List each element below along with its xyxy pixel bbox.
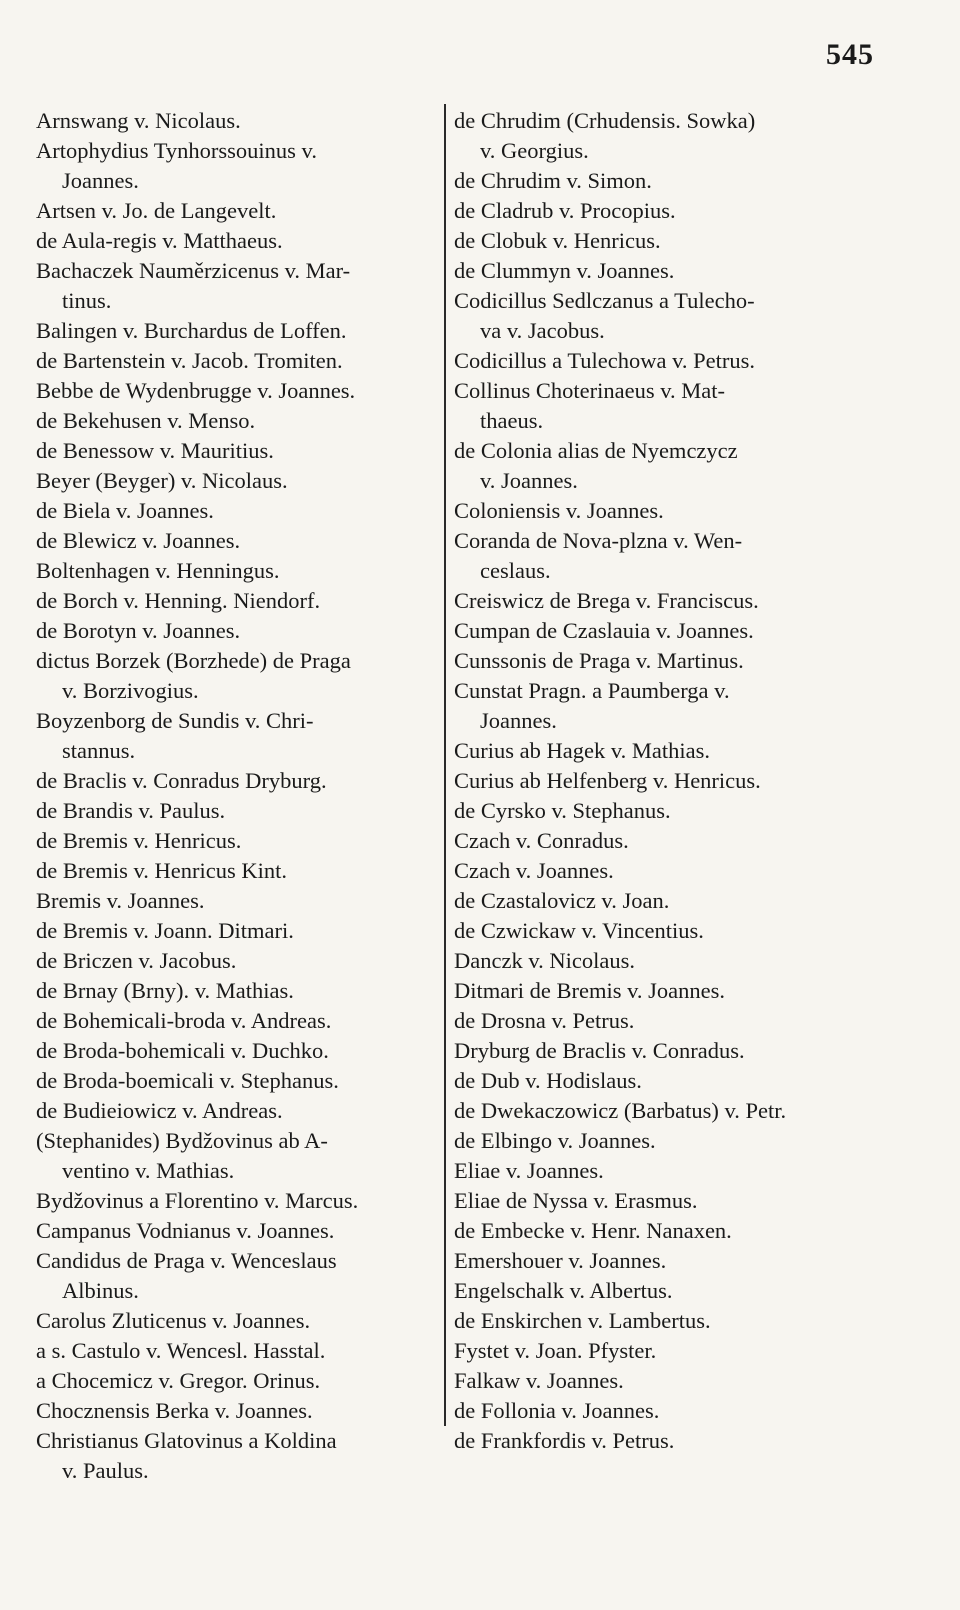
index-entry: de Czastalovicz v. Joan. [454, 888, 670, 913]
index-entry: Fystet v. Joan. Pfyster. [454, 1338, 657, 1363]
index-entry: thaeus. [480, 408, 544, 433]
index-entry: de Benessow v. Mauritius. [36, 438, 274, 463]
index-entry: Coranda de Nova-plzna v. Wen- [454, 528, 743, 553]
index-entry: va v. Jacobus. [480, 318, 605, 343]
index-entry: Boyzenborg de Sundis v. Chri- [36, 708, 314, 733]
index-entry: Beyer (Beyger) v. Nicolaus. [36, 468, 288, 493]
index-entry: de Colonia alias de Nyemczycz [454, 438, 738, 463]
index-entry: de Borch v. Henning. Niendorf. [36, 588, 321, 613]
index-entry: Joannes. [480, 708, 557, 733]
index-entry: de Dub v. Hodislaus. [454, 1068, 642, 1093]
index-entry: dictus Borzek (Borzhede) de Praga [36, 648, 351, 673]
index-entry: Czach v. Joannes. [454, 858, 614, 883]
index-entry: de Bremis v. Henricus. [36, 828, 242, 853]
index-entry: Codicillus Sedlczanus a Tulecho- [454, 288, 755, 313]
index-entry: v. Joannes. [480, 468, 578, 493]
index-entry: de Cyrsko v. Stephanus. [454, 798, 671, 823]
index-entry: de Aula-regis v. Matthaeus. [36, 228, 283, 253]
index-entry: Bremis v. Joannes. [36, 888, 205, 913]
index-entry: de Blewicz v. Joannes. [36, 528, 241, 553]
index-entry: de Clummyn v. Joannes. [454, 258, 675, 283]
index-entry: v. Georgius. [480, 138, 589, 163]
index-entry: (Stephanides) Bydžovinus ab A- [36, 1128, 328, 1153]
index-entry: Curius ab Hagek v. Mathias. [454, 738, 710, 763]
index-column-right [454, 106, 894, 1456]
index-entry: de Elbingo v. Joannes. [454, 1128, 656, 1153]
index-entry: v. Paulus. [62, 1458, 149, 1483]
index-column-left [36, 106, 436, 1486]
index-entry: Chocznensis Berka v. Joannes. [36, 1398, 313, 1423]
index-entry: Dryburg de Braclis v. Conradus. [454, 1038, 745, 1063]
index-entry: Bachaczek Nauměrzicenus v. Mar- [36, 258, 351, 283]
index-entry: tinus. [62, 288, 112, 313]
index-entry: de Brandis v. Paulus. [36, 798, 226, 823]
index-entry: de Bremis v. Henricus Kint. [36, 858, 287, 883]
index-entry: ventino v. Mathias. [62, 1158, 235, 1183]
page-number: 545 [826, 38, 874, 71]
index-entry: de Biela v. Joannes. [36, 498, 214, 523]
index-entry: de Embecke v. Henr. Nanaxen. [454, 1218, 732, 1243]
index-entry: Codicillus a Tulechowa v. Petrus. [454, 348, 756, 373]
index-entry: de Frankfordis v. Petrus. [454, 1428, 675, 1453]
index-entry: de Dwekaczowicz (Barbatus) v. Petr. [454, 1098, 787, 1123]
index-entry: de Cladrub v. Procopius. [454, 198, 676, 223]
index-entry: Artophydius Tynhorssouinus v. [36, 138, 317, 163]
index-entry: a s. Castulo v. Wencesl. Hasstal. [36, 1338, 326, 1363]
index-entry: de Enskirchen v. Lambertus. [454, 1308, 711, 1333]
index-entry: de Follonia v. Joannes. [454, 1398, 660, 1423]
index-entry: de Borotyn v. Joannes. [36, 618, 241, 643]
index-entry: Ditmari de Bremis v. Joannes. [454, 978, 725, 1003]
column-divider [444, 104, 446, 1426]
index-entry: Arnswang v. Nicolaus. [36, 108, 241, 133]
index-entry: Cumpan de Czaslauia v. Joannes. [454, 618, 754, 643]
index-entry: de Chrudim v. Simon. [454, 168, 652, 193]
index-entry: de Braclis v. Conradus Dryburg. [36, 768, 327, 793]
index-entry: Bydžovinus a Florentino v. Marcus. [36, 1188, 359, 1213]
index-entry: Czach v. Conradus. [454, 828, 629, 853]
index-entry: Curius ab Helfenberg v. Henricus. [454, 768, 761, 793]
index-entry: Carolus Zluticenus v. Joannes. [36, 1308, 311, 1333]
index-entry: Falkaw v. Joannes. [454, 1368, 624, 1393]
index-entry: Engelschalk v. Albertus. [454, 1278, 673, 1303]
index-entry: Christianus Glatovinus a Koldina [36, 1428, 337, 1453]
index-entry: de Broda-boemicali v. Stephanus. [36, 1068, 339, 1093]
index-entry: Cunstat Pragn. a Paumberga v. [454, 678, 730, 703]
index-entry: Coloniensis v. Joannes. [454, 498, 664, 523]
index-entry: Campanus Vodnianus v. Joannes. [36, 1218, 335, 1243]
index-entry: de Czwickaw v. Vincentius. [454, 918, 704, 943]
index-entry: stannus. [62, 738, 136, 763]
index-entry: de Briczen v. Jacobus. [36, 948, 237, 973]
index-entry: Boltenhagen v. Henningus. [36, 558, 280, 583]
index-entry: a Chocemicz v. Gregor. Orinus. [36, 1368, 321, 1393]
index-entry: de Bremis v. Joann. Ditmari. [36, 918, 294, 943]
index-entry: v. Borzivogius. [62, 678, 199, 703]
index-entry: Cunssonis de Praga v. Martinus. [454, 648, 744, 673]
index-entry: de Broda-bohemicali v. Duchko. [36, 1038, 329, 1063]
index-entry: de Chrudim (Crhudensis. Sowka) [454, 108, 756, 133]
index-entry: ceslaus. [480, 558, 551, 583]
index-entry: de Brnay (Brny). v. Mathias. [36, 978, 294, 1003]
index-entry: de Clobuk v. Henricus. [454, 228, 661, 253]
index-entry: Candidus de Praga v. Wenceslaus [36, 1248, 337, 1273]
index-entry: de Budieiowicz v. Andreas. [36, 1098, 283, 1123]
index-entry: Danczk v. Nicolaus. [454, 948, 635, 973]
index-entry: Balingen v. Burchardus de Loffen. [36, 318, 347, 343]
index-entry: Eliae de Nyssa v. Erasmus. [454, 1188, 698, 1213]
index-entry: Bebbe de Wydenbrugge v. Joannes. [36, 378, 356, 403]
index-entry: Eliae v. Joannes. [454, 1158, 604, 1183]
index-entry: de Bekehusen v. Menso. [36, 408, 256, 433]
index-entry: Emershouer v. Joannes. [454, 1248, 667, 1273]
index-entry: de Drosna v. Petrus. [454, 1008, 635, 1033]
index-entry: Artsen v. Jo. de Langevelt. [36, 198, 277, 223]
index-entry: de Bohemicali-broda v. Andreas. [36, 1008, 332, 1033]
index-entry: Joannes. [62, 168, 139, 193]
index-entry: de Bartenstein v. Jacob. Tromiten. [36, 348, 343, 373]
index-entry: Creiswicz de Brega v. Franciscus. [454, 588, 759, 613]
index-entry: Albinus. [62, 1278, 139, 1303]
index-entry: Collinus Choterinaeus v. Mat- [454, 378, 726, 403]
